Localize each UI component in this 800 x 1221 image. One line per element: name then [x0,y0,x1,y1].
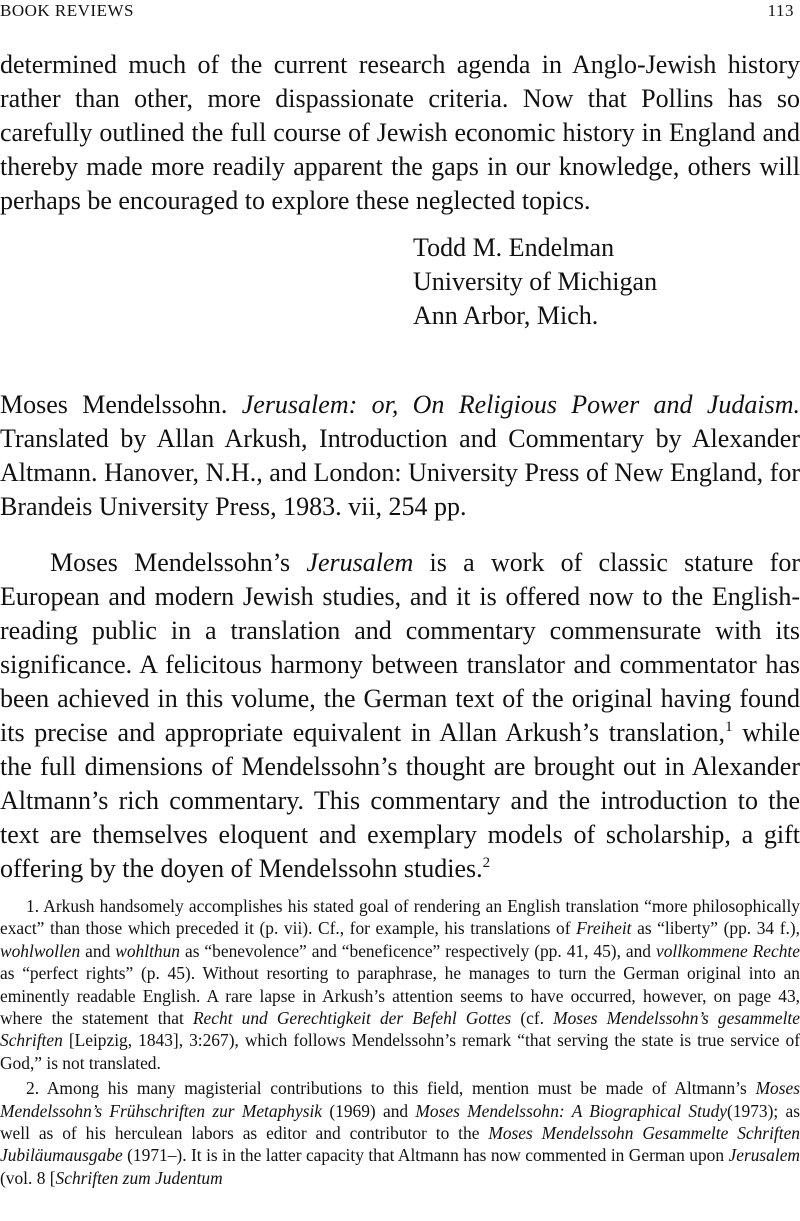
body-title-italic: Jerusalem [306,548,414,577]
footnote-ref-2[interactable]: 2 [482,855,491,871]
fn1-italic-6: Moses Mendelssohn’s gesammelte Schriften [0,1008,800,1051]
fn1-text-g: [Leipzig, 1843], 3:267), which follows Mendelssohn’s remark “that serving the state is true service of God,” is not translated. [0,1030,800,1073]
fn1-text-a: 1. Arkush handsomely accomplishes his stated goal of rendering an English translation “more philosophically exact” than those which preceded it (p. vii). Cf., for example, his translations of [0,896,800,939]
fn2-italic-1: Moses Mendelssohn’s Frühschriften zur Metaphysik [0,1078,800,1121]
page-header [0,0,800,26]
fn2-text-a: 2. Among his many magisterial contributions to this field, mention must be made of Altmann’s [26,1078,747,1099]
page-number: 113 [767,1,794,20]
review-closing-paragraph: determined much of the current research agenda in Anglo-Jewish history rather than other, more dispassionate criteria. Now that Pollins has so carefully outlined the full course of Jewish economic history in England and thereby made more readily apparent the gaps in our knowledge, others will perhaps be encouraged to explore these neglected topics. [0,50,800,215]
review-body-paragraph [0,546,800,886]
fn1-italic-3: wohlthun [115,940,181,961]
fn2-italic-4: Jerusalem [728,1145,800,1166]
fn1-italic-2: wohlwollen [0,940,81,961]
fn1-text-d: as “benevolence” and “beneficence” respectively (pp. 41, 45), and [184,940,651,961]
reviewer-affiliation: University of Michigan [413,267,658,296]
fn2-italic-3: Moses Mendelssohn Gesammelte Schriften Jubiläumausgabe [0,1123,800,1166]
body-text-1: is a work of classic stature for European and modern Jewish studies, and it is offered now to the English-reading public in a translation and commentary commensurate with its significance. A felicitous harmony between translator and commentator has been achieved in this volume, the German text of the original having found its precise and appropriate equivalent in Allan Arkush’s translation, [0,548,800,747]
footnote-ref-1[interactable]: 1 [725,719,733,735]
fn2-text-d: (1971–). It is in the latter capacity that Altmann has now commented in German upon [127,1145,725,1166]
fn1-italic-1: Freiheit [576,918,632,939]
citation-author: Moses Mendelssohn. [0,390,228,419]
running-head: BOOK REVIEWS [0,1,134,20]
body-lead: Moses Mendelssohn’s [50,548,291,577]
fn2-text-c: (1973); as well as of his herculean labors as editor and contributor to the [0,1100,800,1144]
fn2-text-b: (1969) and [329,1100,409,1121]
citation-details: Translated by Allan Arkush, Introduction and Commentary by Alexander Altmann. Hanover, N.H., and London: University Press of New England, for Brandeis University Press, 1983. vii, 254 pp. [0,424,800,521]
fn2-italic-5: Schriften zum Judentum [55,1167,223,1188]
book-citation [0,388,800,524]
fn1-italic-4: vollkommene Rechte [655,940,800,961]
fn1-text-c: and [85,940,111,961]
body-text-2: while the full dimensions of Mendelssohn’s thought are brought out in Alexander Altmann’s rich commentary. This commentary and the introduction to the text are themselves eloquent and exemplary models of scholarship, a gift offering by the doyen of Mendelssohn studies. [0,718,800,883]
footnote-1 [0,895,800,1074]
fn1-italic-5: Recht und Gerechtigkeit der Befehl Gottes [192,1008,512,1029]
fn1-text-b: as “liberty” (pp. 34 f.), [637,918,800,939]
fn1-text-e: as “perfect rights” (p. 45). Without resorting to paraphrase, he manages to turn the German original into an eminently readable English. A rare lapse in Arkush’s attention seems to have occurred, however, on page 43, where the statement that [0,963,800,1029]
citation-title: Jerusalem: or, On Religious Power and Judaism. [241,390,800,419]
reviewer-name: Todd M. Endelman [413,233,615,262]
fn2-italic-2: Moses Mendelssohn: A Biographical Study [415,1100,728,1121]
fn2-text-e: (vol. 8 [ [0,1167,56,1188]
footnotes [0,895,800,1192]
reviewer-location: Ann Arbor, Mich. [413,301,599,330]
footnote-2 [0,1077,800,1189]
fn1-text-f: (cf. [520,1008,544,1029]
reviewer-signature [413,231,657,333]
